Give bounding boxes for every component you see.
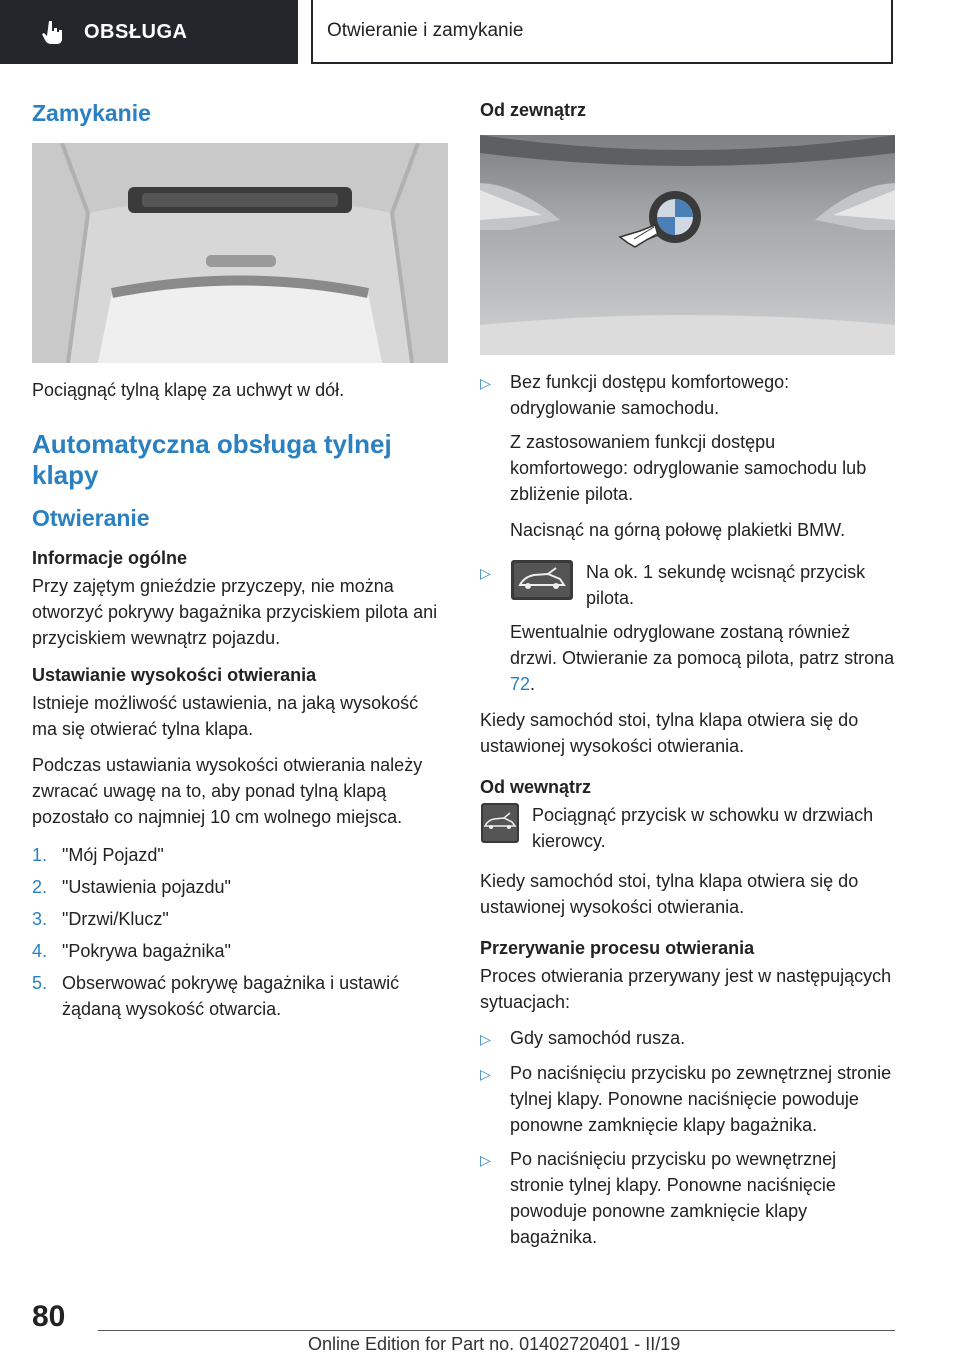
triangle-bullet-icon: ▷ [480,1031,491,1047]
bullet-item: ▷ Na ok. 1 sekundę wcisnąć przycisk pilota. [480,559,895,611]
triangle-bullet-icon: ▷ [480,1152,491,1168]
triangle-bullet-icon: ▷ [480,565,491,581]
list-item: 4. "Pokrywa bagażnika" [32,941,231,961]
inside-instruction: Pociągnąć przycisk w schowku w drzwiach kierowcy. [480,802,895,854]
remote-tailgate-button-icon [510,559,574,601]
opening-heading: Otwieranie [32,505,150,531]
height-text-1: Istnieje możliwość ustawienia, na jaką wysokość ma się otwierać tylna klapa. [32,693,419,739]
closing-text: Pociągnąć tylną klapę za uchwyt w dół. [32,380,345,400]
topic-title: Otwieranie i zamykanie [327,20,524,41]
list-item: 3. "Drzwi/Klucz" [32,909,169,929]
section-title: OBSŁUGA [84,20,188,43]
door-tailgate-button-icon [480,802,520,844]
page-number: 80 [32,1300,66,1333]
inside-heading: Od wewnątrz [480,777,592,797]
page-link[interactable]: 72 [510,674,531,694]
bullet-item: ▷ Gdy samochód rusza. [480,1025,895,1052]
right-column [480,100,895,1258]
height-text-2: Podczas ustawiania wysokości otwierania należy zwracać uwagę na to, aby ponad tylną klapą pozostało co najmniej 10 cm wolnego miejsca. [32,755,423,827]
hand-pointer-icon [40,19,66,45]
bullet2-sub: Ewentualnie odryglowane zostaną również drzwi. Otwieranie za pomocą pilota, patrz strona 72. [510,622,895,694]
general-heading: Informacje ogólne [32,548,188,568]
interrupt-text: Proces otwierania przerywany jest w następujących sytuacjach: [480,966,892,1012]
footer-edition: Online Edition for Part no. 01402720401 - II/19 [308,1334,681,1354]
topic-header [311,0,893,64]
left-column [32,100,448,1028]
general-text: Przy zajętym gnieździe przyczepy, nie można otworzyć pokrywy bagażnika przyciskiem pilota ani przyciskiem wewnątrz pojazdu. [32,576,438,648]
list-item: 5. Obserwować pokrywę bagażnika i ustawić żądaną wysokość otwarcia. [32,973,400,1019]
outside-heading: Od zewnątrz [480,100,587,120]
bmw-badge-photo [480,135,895,355]
footer-divider [98,1330,895,1331]
list-item: 1. "Mój Pojazd" [32,845,164,865]
triangle-bullet-icon: ▷ [480,1066,491,1082]
bullet1-sub2: Nacisnąć na górną połowę plakietki BMW. [510,520,846,540]
auto-heading: Automatyczna obsługa tylnej klapy [32,429,392,490]
interrupt-heading: Przerywanie procesu otwierania [480,938,755,958]
inside-note: Kiedy samochód stoi, tylna klapa otwiera się do ustawionej wysokości otwierania. [480,871,859,917]
tailgate-interior-photo [32,143,448,363]
height-heading: Ustawianie wysokości otwierania [32,665,317,685]
triangle-bullet-icon: ▷ [480,375,491,391]
outside-note: Kiedy samochód stoi, tylna klapa otwiera się do ustawionej wysokości otwierania. [480,710,859,756]
bullet-item: ▷ Po naciśnięciu przycisku po zewnętrznej stronie tylnej klapy. Ponowne naciśnięcie powoduje ponowne zamknięcie klapy bagażnika. [480,1060,895,1138]
bullet-item: ▷ Po naciśnięciu przycisku po wewnętrznej stronie tylnej klapy. Ponowne naciśnięcie powoduje ponowne zamknięcie klapy bagażnika. [480,1146,895,1250]
closing-heading: Zamykanie [32,100,151,126]
bullet1-sub1: Z zastosowaniem funkcji dostępu komfortowego: odryglowanie samochodu lub zbliżenie pilota. [510,432,867,504]
steps-list [32,842,448,1022]
bullet-item: ▷ Bez funkcji dostępu komfortowego: odryglowanie samochodu. [480,369,895,421]
section-tab [0,0,298,64]
list-item: 2. "Ustawienia pojazdu" [32,877,231,897]
